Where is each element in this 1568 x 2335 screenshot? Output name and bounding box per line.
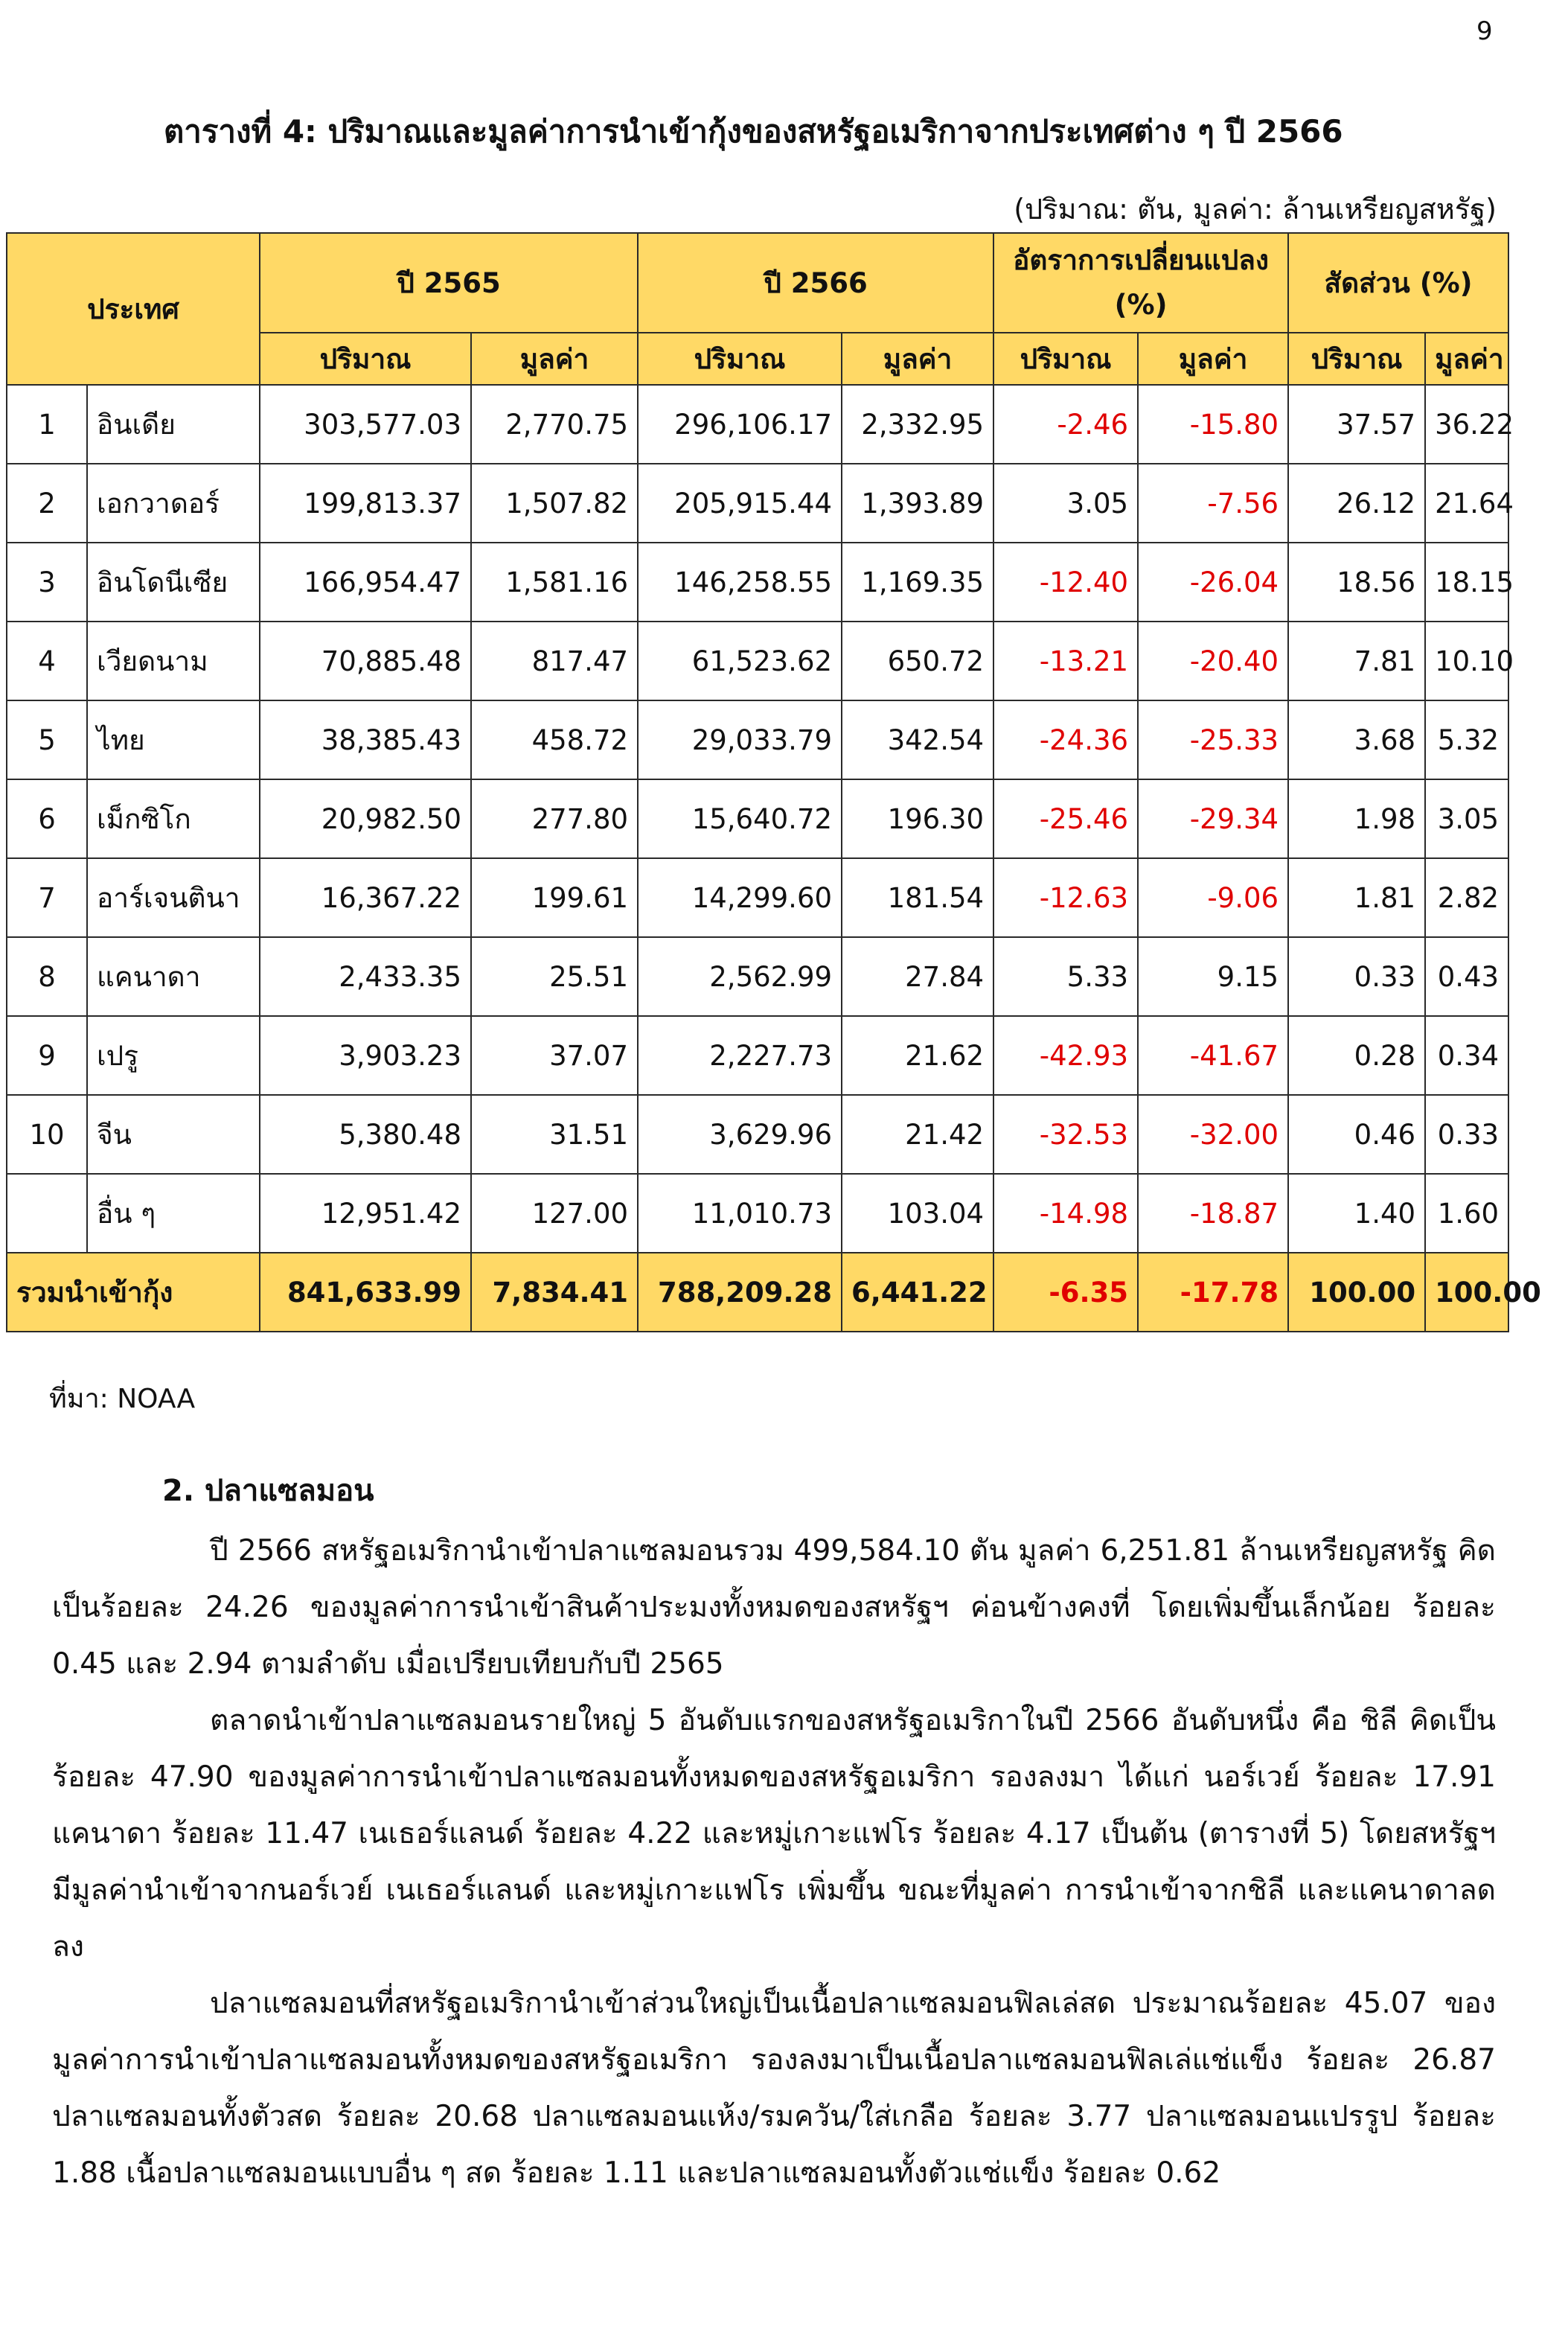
header-value-change: มูลค่า <box>1138 333 1288 385</box>
quantity-change-cell: -2.46 <box>993 385 1138 464</box>
rank-cell: 1 <box>7 385 87 464</box>
value-change-cell: -29.34 <box>1138 779 1288 858</box>
country-cell: ไทย <box>87 700 260 779</box>
quantity-change-cell: -13.21 <box>993 622 1138 700</box>
quantity-2565-cell: 303,577.03 <box>260 385 471 464</box>
value-2565-cell: 199.61 <box>471 858 638 937</box>
quantity-share-cell: 37.57 <box>1288 385 1425 464</box>
value-share-cell: 1.60 <box>1425 1174 1508 1253</box>
value-2566-cell: 650.72 <box>842 622 993 700</box>
value-share-cell: 2.82 <box>1425 858 1508 937</box>
header-value-share: มูลค่า <box>1425 333 1508 385</box>
quantity-change-cell: -42.93 <box>993 1016 1138 1095</box>
table-row <box>7 1174 1508 1253</box>
quantity-2566-cell: 2,227.73 <box>638 1016 842 1095</box>
value-share-cell: 5.32 <box>1425 700 1508 779</box>
value-2566-cell: 342.54 <box>842 700 993 779</box>
page-number: 9 <box>1476 16 1493 46</box>
total-value-2566: 6,441.22 <box>842 1253 993 1332</box>
quantity-2565-cell: 16,367.22 <box>260 858 471 937</box>
quantity-2565-cell: 20,982.50 <box>260 779 471 858</box>
quantity-share-cell: 0.46 <box>1288 1095 1425 1174</box>
value-change-cell: -7.56 <box>1138 464 1288 543</box>
table-title: ตารางที่ 4: ปริมาณและมูลค่าการนำเข้ากุ้งของสหรัฐอเมริกาจากประเทศต่าง ๆ ปี 2566 <box>164 113 1343 150</box>
header-value-2566: มูลค่า <box>842 333 993 385</box>
header-year-2565: ปี 2565 <box>260 233 638 333</box>
header-year-2566: ปี 2566 <box>638 233 993 333</box>
total-quantity-2565: 841,633.99 <box>260 1253 471 1332</box>
value-change-cell: -15.80 <box>1138 385 1288 464</box>
header-quantity-2566: ปริมาณ <box>638 333 842 385</box>
value-change-cell: -32.00 <box>1138 1095 1288 1174</box>
rank-cell: 9 <box>7 1016 87 1095</box>
table-row <box>7 622 1508 700</box>
country-cell: อื่น ๆ <box>87 1174 260 1253</box>
quantity-share-cell: 18.56 <box>1288 543 1425 622</box>
country-cell: เอกวาดอร์ <box>87 464 260 543</box>
table-row <box>7 1016 1508 1095</box>
value-2566-cell: 181.54 <box>842 858 993 937</box>
total-value-change: -17.78 <box>1138 1253 1288 1332</box>
total-quantity-change: -6.35 <box>993 1253 1138 1332</box>
rank-cell: 4 <box>7 622 87 700</box>
value-2565-cell: 1,581.16 <box>471 543 638 622</box>
country-cell: แคนาดา <box>87 937 260 1016</box>
quantity-share-cell: 1.98 <box>1288 779 1425 858</box>
rank-cell: 2 <box>7 464 87 543</box>
quantity-2566-cell: 29,033.79 <box>638 700 842 779</box>
value-change-cell: -25.33 <box>1138 700 1288 779</box>
value-2565-cell: 1,507.82 <box>471 464 638 543</box>
rank-cell: 7 <box>7 858 87 937</box>
rank-cell: 5 <box>7 700 87 779</box>
value-2565-cell: 458.72 <box>471 700 638 779</box>
quantity-change-cell: -25.46 <box>993 779 1138 858</box>
value-2565-cell: 817.47 <box>471 622 638 700</box>
shrimp-import-table <box>6 232 1541 1332</box>
quantity-2565-cell: 38,385.43 <box>260 700 471 779</box>
table-row <box>7 385 1508 464</box>
quantity-share-cell: 0.28 <box>1288 1016 1425 1095</box>
paragraph-2: ตลาดนำเข้าปลาแซลมอนรายใหญ่ 5 อันดับแรกของสหรัฐอเมริกาในปี 2566 อันดับหนึ่ง คือ ชิลี คิดเป็นร้อยละ 47.90 ของมูลค่าการนำเข้าปลาแซลมอนทั้งหมดของสหรัฐอเมริกา รองลงมา ได้แก่ นอร์เวย์ ร้อยละ 17.91 แคนาดา ร้อยละ 11.47 เนเธอร์แลนด์ ร้อยละ 4.22 และหมู่เกาะแฟโร ร้อยละ 4.17 เป็นต้น (ตารางที่ 5) โดยสหรัฐฯ มีมูลค่านำเข้าจากนอร์เวย์ เนเธอร์แลนด์ และหมู่เกาะแฟโร เพิ่มขึ้น ขณะที่มูลค่า การนำเข้าจากชิลี และแคนาดาลดลง <box>52 1704 1496 1964</box>
value-2565-cell: 31.51 <box>471 1095 638 1174</box>
quantity-2565-cell: 199,813.37 <box>260 464 471 543</box>
value-change-cell: -41.67 <box>1138 1016 1288 1095</box>
rank-cell: 6 <box>7 779 87 858</box>
header-quantity-change: ปริมาณ <box>993 333 1138 385</box>
quantity-2566-cell: 61,523.62 <box>638 622 842 700</box>
quantity-2565-cell: 5,380.48 <box>260 1095 471 1174</box>
total-label: รวมนำเข้ากุ้ง <box>7 1253 260 1332</box>
quantity-share-cell: 0.33 <box>1288 937 1425 1016</box>
quantity-change-cell: -32.53 <box>993 1095 1138 1174</box>
rank-cell: 3 <box>7 543 87 622</box>
quantity-2566-cell: 15,640.72 <box>638 779 842 858</box>
rank-cell: 10 <box>7 1095 87 1174</box>
value-share-cell: 0.43 <box>1425 937 1508 1016</box>
rank-cell <box>7 1174 87 1253</box>
paragraph-3: ปลาแซลมอนที่สหรัฐอเมริกานำเข้าส่วนใหญ่เป็นเนื้อปลาแซลมอนฟิลเล่สด ประมาณร้อยละ 45.07 ของมูลค่าการนำเข้าปลาแซลมอนทั้งหมดของสหรัฐอเมริกา รองลงมาเป็นเนื้อปลาแซลมอนฟิลเล่แช่แข็ง ร้อยละ 26.87 ปลาแซลมอนทั้งตัวสด ร้อยละ 20.68 ปลาแซลมอนแห้ง/รมควัน/ใส่เกลือ ร้อยละ 3.77 ปลาแซลมอนแปรรูป ร้อยละ 1.88 เนื้อปลาแซลมอนแบบอื่น ๆ สด ร้อยละ 1.11 และปลาแซลมอนทั้งตัวแช่แข็ง ร้อยละ 0.62 <box>52 1987 1496 2190</box>
header-value-2565: มูลค่า <box>471 333 638 385</box>
quantity-share-cell: 1.40 <box>1288 1174 1425 1253</box>
value-2565-cell: 25.51 <box>471 937 638 1016</box>
table-row <box>7 1095 1508 1174</box>
quantity-2566-cell: 14,299.60 <box>638 858 842 937</box>
header-quantity-share: ปริมาณ <box>1288 333 1425 385</box>
value-2566-cell: 2,332.95 <box>842 385 993 464</box>
value-2566-cell: 103.04 <box>842 1174 993 1253</box>
value-change-cell: -18.87 <box>1138 1174 1288 1253</box>
table-source: ที่มา: NOAA <box>49 1384 196 1414</box>
value-share-cell: 0.33 <box>1425 1095 1508 1174</box>
quantity-share-cell: 3.68 <box>1288 700 1425 779</box>
quantity-change-cell: 3.05 <box>993 464 1138 543</box>
country-cell: จีน <box>87 1095 260 1174</box>
value-2566-cell: 27.84 <box>842 937 993 1016</box>
quantity-change-cell: -12.63 <box>993 858 1138 937</box>
value-share-cell: 18.15 <box>1425 543 1508 622</box>
header-share: สัดส่วน (%) <box>1288 233 1508 333</box>
table-row <box>7 543 1508 622</box>
quantity-2566-cell: 205,915.44 <box>638 464 842 543</box>
value-2565-cell: 277.80 <box>471 779 638 858</box>
quantity-share-cell: 7.81 <box>1288 622 1425 700</box>
value-2565-cell: 2,770.75 <box>471 385 638 464</box>
quantity-2565-cell: 3,903.23 <box>260 1016 471 1095</box>
total-value-share: 100.00 <box>1425 1253 1508 1332</box>
country-cell: อินเดีย <box>87 385 260 464</box>
table-row <box>7 464 1508 543</box>
table-row <box>7 858 1508 937</box>
country-cell: อาร์เจนตินา <box>87 858 260 937</box>
table-row <box>7 700 1508 779</box>
country-cell: เวียดนาม <box>87 622 260 700</box>
value-share-cell: 36.22 <box>1425 385 1508 464</box>
country-cell: เม็กซิโก <box>87 779 260 858</box>
value-change-cell: -26.04 <box>1138 543 1288 622</box>
quantity-2566-cell: 296,106.17 <box>638 385 842 464</box>
value-2566-cell: 21.42 <box>842 1095 993 1174</box>
rank-cell: 8 <box>7 937 87 1016</box>
value-change-cell: -9.06 <box>1138 858 1288 937</box>
value-2566-cell: 196.30 <box>842 779 993 858</box>
table-row <box>7 937 1508 1016</box>
quantity-2565-cell: 166,954.47 <box>260 543 471 622</box>
value-share-cell: 0.34 <box>1425 1016 1508 1095</box>
value-2565-cell: 37.07 <box>471 1016 638 1095</box>
section-heading: 2. ปลาแซลมอน <box>162 1474 374 1508</box>
total-value-2565: 7,834.41 <box>471 1253 638 1332</box>
value-share-cell: 21.64 <box>1425 464 1508 543</box>
value-2566-cell: 21.62 <box>842 1016 993 1095</box>
value-change-cell: -20.40 <box>1138 622 1288 700</box>
quantity-2566-cell: 11,010.73 <box>638 1174 842 1253</box>
quantity-2565-cell: 12,951.42 <box>260 1174 471 1253</box>
table-row <box>7 779 1508 858</box>
value-share-cell: 3.05 <box>1425 779 1508 858</box>
quantity-2566-cell: 3,629.96 <box>638 1095 842 1174</box>
total-quantity-2566: 788,209.28 <box>638 1253 842 1332</box>
quantity-2566-cell: 146,258.55 <box>638 543 842 622</box>
unit-note: (ปริมาณ: ตัน, มูลค่า: ล้านเหรียญสหรัฐ) <box>1014 193 1497 226</box>
header-change: อัตราการเปลี่ยนแปลง (%) <box>993 233 1288 333</box>
quantity-change-cell: -24.36 <box>993 700 1138 779</box>
quantity-2566-cell: 2,562.99 <box>638 937 842 1016</box>
quantity-2565-cell: 70,885.48 <box>260 622 471 700</box>
quantity-share-cell: 26.12 <box>1288 464 1425 543</box>
quantity-2565-cell: 2,433.35 <box>260 937 471 1016</box>
value-2565-cell: 127.00 <box>471 1174 638 1253</box>
total-row <box>7 1253 1508 1332</box>
value-share-cell: 10.10 <box>1425 622 1508 700</box>
country-cell: อินโดนีเซีย <box>87 543 260 622</box>
value-2566-cell: 1,393.89 <box>842 464 993 543</box>
country-cell: เปรู <box>87 1016 260 1095</box>
total-quantity-share: 100.00 <box>1288 1253 1425 1332</box>
section-body <box>52 1523 1496 2202</box>
value-2566-cell: 1,169.35 <box>842 543 993 622</box>
quantity-change-cell: -12.40 <box>993 543 1138 622</box>
quantity-change-cell: -14.98 <box>993 1174 1138 1253</box>
quantity-share-cell: 1.81 <box>1288 858 1425 937</box>
header-quantity-2565: ปริมาณ <box>260 333 471 385</box>
header-country: ประเทศ <box>7 233 260 385</box>
quantity-change-cell: 5.33 <box>993 937 1138 1016</box>
paragraph-1: ปี 2566 สหรัฐอเมริกานำเข้าปลาแซลมอนรวม 499,584.10 ตัน มูลค่า 6,251.81 ล้านเหรียญสหรัฐ คิดเป็นร้อยละ 24.26 ของมูลค่าการนำเข้าสินค้าประมงทั้งหมดของสหรัฐฯ ค่อนข้างคงที่ โดยเพิ่มขึ้นเล็กน้อย ร้อยละ 0.45 และ 2.94 ตามลำดับ เมื่อเปรียบเทียบกับปี 2565 <box>52 1534 1496 1681</box>
value-change-cell: 9.15 <box>1138 937 1288 1016</box>
